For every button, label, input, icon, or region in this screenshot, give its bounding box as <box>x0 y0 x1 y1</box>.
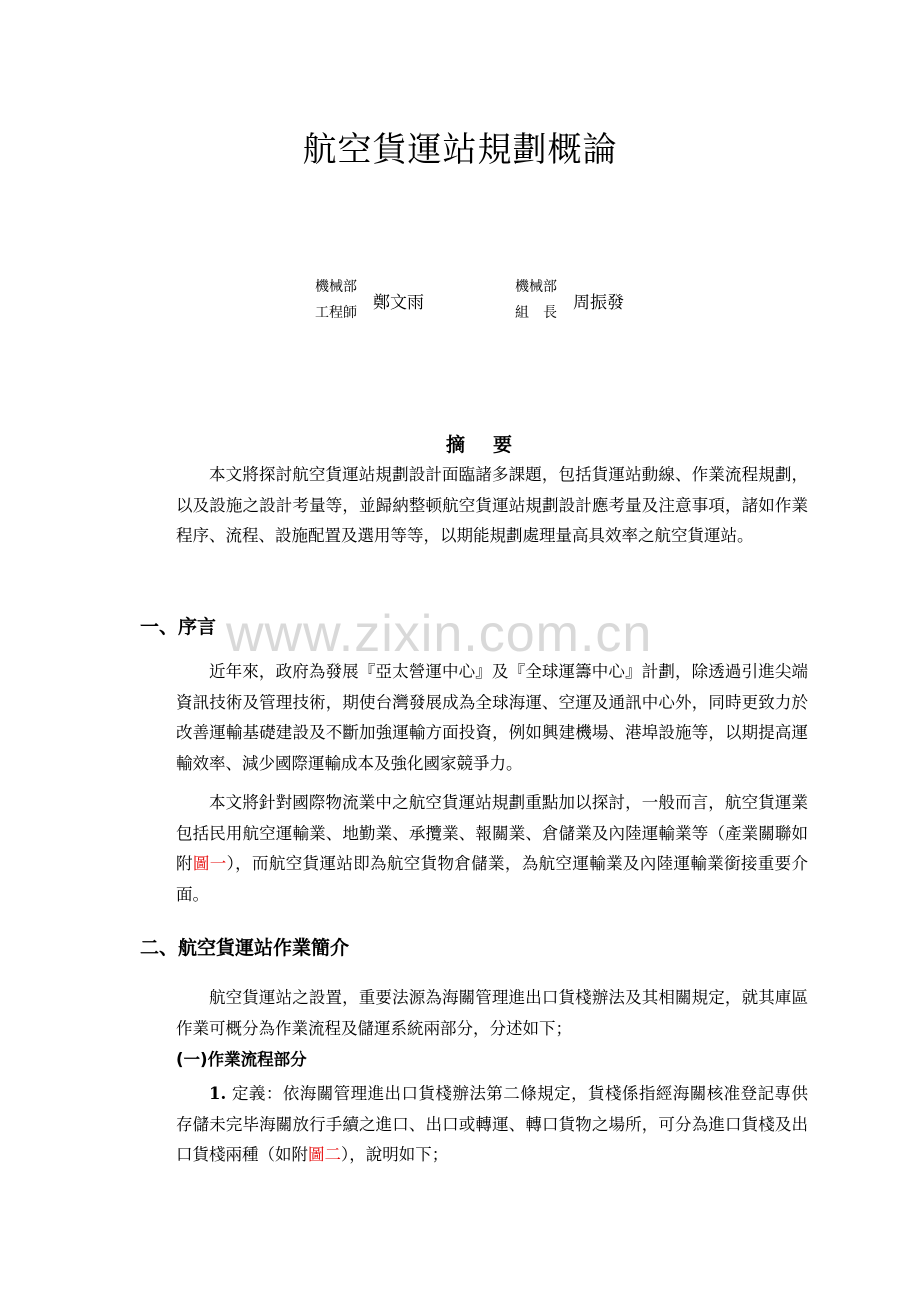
author-role: 組 長 <box>515 305 557 321</box>
abstract-heading: 摘要 <box>445 434 540 456</box>
introduction-paragraph-1: 近年來，政府為發展『亞太營運中心』及『全球運籌中心』計劃，除透過引進尖端資訊技術及管理技術，期使台灣發展成為全球海運、空運及通訊中心外，同時更致力於改善運輸基礎建設及不斷加強運輸方面投資，例如興建機場、港埠設施等，以期提高運輸效率、減少國際運輸成本及強化國家競爭力。 <box>176 662 808 773</box>
list-number: 1. <box>209 1084 227 1103</box>
paragraph-text: ），而航空貨運站即為航空貨物倉儲業，為航空運輸業及內陸運輸業銜接重要介面。 <box>176 854 809 904</box>
paragraph-text: 定義：依海關管理進出口貨棧辦法第二條規定，貨棧係指經海關核准登記專供存儲未完毕海關放行手續之進口、出口或轉運、轉口貨物之場所，可分為進口貨棧及出口貨棧兩種（如附 <box>176 1084 808 1164</box>
author-affiliation <box>515 274 557 326</box>
paragraph-text: ），說明如下； <box>341 1145 449 1164</box>
section-heading-introduction: 一、序言 <box>140 616 217 638</box>
figure-1-reference-link[interactable]: 圖一 <box>192 854 227 873</box>
paragraph-text: 本文將針對國際物流業中之航空貨運站規劃重點加以探討，一般而言，航空貨運業包括民用航空運輸業、地勤業、承攬業、報關業、倉儲業及內陸運輸業等（產業關聯如附 <box>176 793 808 873</box>
author-affiliation <box>315 274 357 326</box>
author-department: 機械部 <box>515 279 557 295</box>
figure-2-reference-link[interactable]: 圖二 <box>308 1145 341 1164</box>
author-name: 周振發 <box>573 293 624 313</box>
operations-paragraph-1: 航空貨運站之設置，重要法源為海關管理進出口貨棧辦法及其相關規定，就其庫區作業可概分為作業流程及儲運系統兩部分，分述如下； <box>176 988 808 1038</box>
subsection-heading-workflow: (一)作業流程部分 <box>176 1050 307 1069</box>
site-watermark: www.zixin.com.cn <box>226 605 653 663</box>
author-name: 鄭文雨 <box>373 293 424 313</box>
author-department: 機械部 <box>315 279 357 295</box>
section-heading-operations: 二、航空貨運站作業簡介 <box>140 937 350 959</box>
definition-paragraph <box>176 1079 808 1171</box>
introduction-paragraph-2 <box>176 788 808 910</box>
author-role: 工程師 <box>315 305 357 321</box>
document-title: 航空貨運站規劃概論 <box>302 130 618 170</box>
abstract-paragraph: 本文將探討航空貨運站規劃設計面臨諸多課題，包括貨運站動線、作業流程規劃，以及設施之設計考量等，並歸納整顿航空貨運站規劃設計應考量及注意事項，諸如作業程序、流程、設施配置及選用等等，以期能規劃處理量高具效率之航空貨運站。 <box>176 465 808 545</box>
